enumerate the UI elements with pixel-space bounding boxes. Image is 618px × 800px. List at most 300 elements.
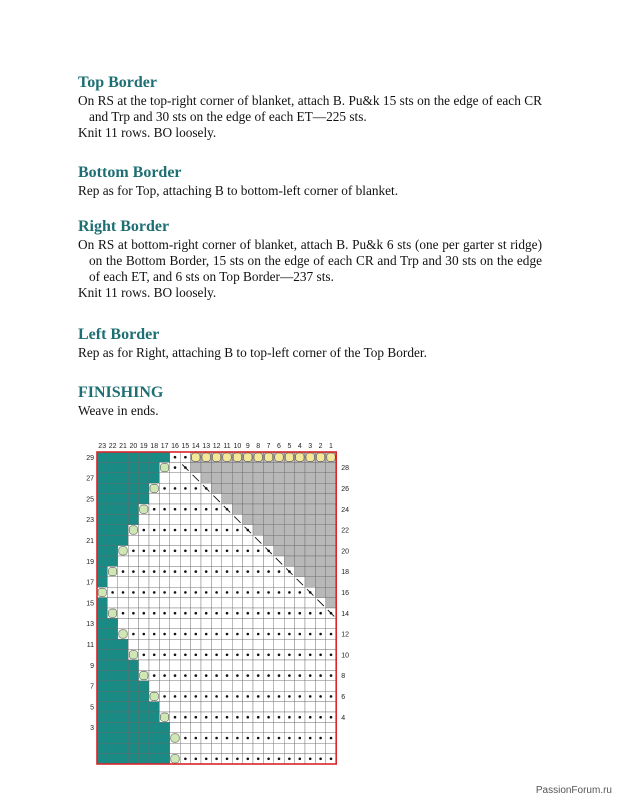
section-heading: FINISHING xyxy=(78,384,164,401)
chart-cell xyxy=(295,483,305,493)
purl-dot xyxy=(299,591,302,594)
purl-dot xyxy=(143,570,146,573)
chart-cell xyxy=(284,535,294,545)
chart-cell xyxy=(97,712,107,722)
purl-dot xyxy=(195,674,198,677)
purl-dot xyxy=(215,737,218,740)
purl-dot xyxy=(278,570,281,573)
chart-cell xyxy=(274,504,284,514)
purl-dot xyxy=(236,612,239,615)
purl-dot xyxy=(226,591,229,594)
chart-cell xyxy=(222,618,232,628)
column-number: 12 xyxy=(212,443,221,450)
chart-cell xyxy=(315,577,325,587)
chart-cell xyxy=(107,577,117,587)
chart-cell xyxy=(305,546,315,556)
wrap-symbol xyxy=(244,453,252,461)
chart-cell xyxy=(222,556,232,566)
chart-cell xyxy=(128,702,138,712)
chart-cell xyxy=(326,514,336,524)
chart-cell xyxy=(232,535,242,545)
chart-cell xyxy=(159,722,169,732)
chart-cell xyxy=(284,660,294,670)
column-number: 5 xyxy=(287,443,292,450)
purl-dot xyxy=(122,612,125,615)
chart-cell xyxy=(118,514,128,524)
wrap-symbol xyxy=(140,671,148,679)
chart-cell xyxy=(284,483,294,493)
chart-cell xyxy=(295,566,305,576)
chart-cell xyxy=(222,722,232,732)
purl-dot xyxy=(257,654,260,657)
chart-cell xyxy=(295,702,305,712)
chart-cell xyxy=(170,639,180,649)
purl-dot xyxy=(163,529,166,532)
purl-dot xyxy=(247,591,250,594)
chart-cell xyxy=(128,452,138,462)
chart-cell xyxy=(97,733,107,743)
chart-cell xyxy=(295,514,305,524)
chart-cell xyxy=(211,722,221,732)
chart-cell xyxy=(107,494,117,504)
chart-cell xyxy=(263,577,273,587)
purl-dot xyxy=(278,758,281,761)
chart-cell xyxy=(295,494,305,504)
chart-cell xyxy=(170,556,180,566)
chart-cell xyxy=(274,535,284,545)
chart-cell xyxy=(295,660,305,670)
column-number: 15 xyxy=(181,443,190,450)
purl-dot xyxy=(132,591,135,594)
chart-cell xyxy=(97,473,107,483)
chart-cell xyxy=(284,494,294,504)
chart-cell xyxy=(263,722,273,732)
chart-cell xyxy=(263,598,273,608)
purl-dot xyxy=(247,758,250,761)
chart-cell xyxy=(170,660,180,670)
column-number: 14 xyxy=(191,443,200,450)
chart-cell xyxy=(128,660,138,670)
purl-dot xyxy=(319,737,322,740)
chart-cell xyxy=(118,691,128,701)
chart-cell xyxy=(211,535,221,545)
purl-dot xyxy=(163,550,166,553)
chart-cell xyxy=(232,577,242,587)
purl-dot xyxy=(215,695,218,698)
chart-cell xyxy=(107,452,117,462)
chart-cell xyxy=(232,681,242,691)
purl-dot xyxy=(288,737,291,740)
purl-dot xyxy=(299,737,302,740)
chart-cell xyxy=(305,598,315,608)
chart-cell xyxy=(211,577,221,587)
purl-dot xyxy=(278,633,281,636)
chart-cell xyxy=(274,702,284,712)
chart-cell xyxy=(243,504,253,514)
purl-dot xyxy=(299,674,302,677)
chart-cell xyxy=(295,639,305,649)
purl-dot xyxy=(195,654,198,657)
chart-cell xyxy=(284,504,294,514)
chart-cell xyxy=(253,514,263,524)
chart-cell xyxy=(243,577,253,587)
chart-cell xyxy=(211,743,221,753)
purl-dot xyxy=(299,612,302,615)
chart-cell xyxy=(253,504,263,514)
column-number: 22 xyxy=(108,443,117,450)
purl-dot xyxy=(278,591,281,594)
section-paragraph: Rep as for Right, attaching B to top-left corner of the Top Border. xyxy=(78,345,427,360)
purl-dot xyxy=(205,695,208,698)
chart-cell xyxy=(315,702,325,712)
chart-cell xyxy=(274,525,284,535)
purl-dot xyxy=(184,674,187,677)
column-number: 19 xyxy=(139,443,148,450)
chart-cell xyxy=(97,754,107,764)
chart-cell xyxy=(315,566,325,576)
chart-cell xyxy=(201,702,211,712)
purl-dot xyxy=(184,456,187,459)
chart-cell xyxy=(180,660,190,670)
row-number-even: 20 xyxy=(341,548,349,556)
chart-cell xyxy=(170,618,180,628)
knitting-chart-svg xyxy=(85,438,353,758)
purl-dot xyxy=(163,508,166,511)
chart-cell xyxy=(326,462,336,472)
purl-dot xyxy=(195,758,198,761)
chart-cell xyxy=(191,618,201,628)
chart-cell xyxy=(232,483,242,493)
purl-dot xyxy=(174,456,177,459)
chart-cell xyxy=(253,462,263,472)
chart-cell xyxy=(305,494,315,504)
chart-cell xyxy=(128,514,138,524)
column-number: 23 xyxy=(98,443,107,450)
chart-cell xyxy=(107,546,117,556)
purl-dot xyxy=(195,550,198,553)
purl-dot xyxy=(153,529,156,532)
chart-cell xyxy=(149,618,159,628)
purl-dot xyxy=(236,716,239,719)
purl-dot xyxy=(153,674,156,677)
chart-cell xyxy=(118,743,128,753)
chart-cell xyxy=(159,639,169,649)
chart-cell xyxy=(128,483,138,493)
purl-dot xyxy=(236,550,239,553)
chart-cell xyxy=(305,660,315,670)
column-number: 7 xyxy=(266,443,271,450)
chart-cell xyxy=(118,504,128,514)
chart-cell xyxy=(159,754,169,764)
chart-cell xyxy=(211,462,221,472)
chart-cell xyxy=(118,473,128,483)
column-number: 16 xyxy=(171,443,179,450)
chart-cell xyxy=(149,722,159,732)
chart-cell xyxy=(97,618,107,628)
chart-cell xyxy=(107,535,117,545)
chart-cell xyxy=(201,462,211,472)
chart-cell xyxy=(211,556,221,566)
chart-cell xyxy=(139,556,149,566)
chart-cell xyxy=(263,618,273,628)
chart-cell xyxy=(170,577,180,587)
chart-cell xyxy=(139,702,149,712)
purl-dot xyxy=(184,612,187,615)
wrap-symbol xyxy=(129,651,137,659)
purl-dot xyxy=(319,654,322,657)
purl-dot xyxy=(330,695,333,698)
chart-cell xyxy=(274,681,284,691)
wrap-symbol xyxy=(160,463,168,471)
purl-dot xyxy=(205,550,208,553)
purl-dot xyxy=(236,654,239,657)
purl-dot xyxy=(184,529,187,532)
chart-cell xyxy=(274,473,284,483)
chart-cell xyxy=(118,733,128,743)
chart-cell xyxy=(118,670,128,680)
section-top-border xyxy=(78,74,542,141)
row-number-odd: 19 xyxy=(86,558,94,566)
chart-cell xyxy=(263,660,273,670)
chart-cell xyxy=(253,722,263,732)
purl-dot xyxy=(215,674,218,677)
chart-cell xyxy=(180,598,190,608)
chart-cell xyxy=(284,462,294,472)
purl-dot xyxy=(184,633,187,636)
chart-cell xyxy=(180,514,190,524)
chart-cell xyxy=(97,702,107,712)
chart-cell xyxy=(263,504,273,514)
purl-dot xyxy=(278,612,281,615)
purl-dot xyxy=(184,550,187,553)
chart-cell xyxy=(243,722,253,732)
chart-cell xyxy=(263,743,273,753)
row-number-even: 18 xyxy=(341,569,349,577)
chart-cell xyxy=(107,639,117,649)
chart-cell xyxy=(232,494,242,504)
chart-cell xyxy=(139,473,149,483)
chart-cell xyxy=(315,494,325,504)
purl-dot xyxy=(215,612,218,615)
chart-cell xyxy=(118,660,128,670)
chart-cell xyxy=(284,525,294,535)
purl-dot xyxy=(153,591,156,594)
chart-cell xyxy=(274,639,284,649)
chart-cell xyxy=(263,702,273,712)
purl-dot xyxy=(299,716,302,719)
chart-cell xyxy=(274,514,284,524)
chart-cell xyxy=(232,743,242,753)
chart-cell xyxy=(315,639,325,649)
chart-cell xyxy=(118,535,128,545)
purl-dot xyxy=(195,695,198,698)
purl-dot xyxy=(247,654,250,657)
row-number-odd: 25 xyxy=(86,496,94,504)
chart-cell xyxy=(118,525,128,535)
chart-cell xyxy=(201,556,211,566)
purl-dot xyxy=(205,612,208,615)
chart-cell xyxy=(326,504,336,514)
column-number: 18 xyxy=(150,443,159,450)
chart-cell xyxy=(222,462,232,472)
chart-cell xyxy=(118,702,128,712)
chart-cell xyxy=(180,535,190,545)
chart-cell xyxy=(139,733,149,743)
chart-cell xyxy=(118,712,128,722)
purl-dot xyxy=(267,633,270,636)
chart-cell xyxy=(191,556,201,566)
purl-dot xyxy=(247,633,250,636)
chart-cell xyxy=(107,702,117,712)
purl-dot xyxy=(143,591,146,594)
chart-cell xyxy=(139,462,149,472)
chart-cell xyxy=(180,556,190,566)
chart-cell xyxy=(295,681,305,691)
chart-cell xyxy=(149,473,159,483)
chart-cell xyxy=(305,473,315,483)
chart-cell xyxy=(159,743,169,753)
row-number-odd: 7 xyxy=(90,683,94,691)
purl-dot xyxy=(267,674,270,677)
purl-dot xyxy=(215,508,218,511)
chart-cell xyxy=(170,702,180,712)
column-number: 10 xyxy=(233,443,242,450)
section-paragraph: Rep as for Top, attaching B to bottom-left corner of blanket. xyxy=(78,183,399,198)
purl-dot xyxy=(267,570,270,573)
chart-cell xyxy=(284,473,294,483)
chart-cell xyxy=(159,702,169,712)
chart-cell xyxy=(295,504,305,514)
purl-dot xyxy=(174,612,177,615)
purl-dot xyxy=(236,633,239,636)
chart-cell xyxy=(159,618,169,628)
row-number-odd: 27 xyxy=(86,475,94,483)
purl-dot xyxy=(278,674,281,677)
purl-dot xyxy=(278,716,281,719)
chart-cell xyxy=(107,681,117,691)
purl-dot xyxy=(195,487,198,490)
column-number: 4 xyxy=(297,443,302,450)
chart-cell xyxy=(222,681,232,691)
purl-dot xyxy=(195,508,198,511)
chart-cell xyxy=(211,483,221,493)
chart-cell xyxy=(139,598,149,608)
chart-cell xyxy=(284,681,294,691)
section-heading: Right Border xyxy=(78,218,170,235)
purl-dot xyxy=(257,570,260,573)
purl-dot xyxy=(257,633,260,636)
chart-cell xyxy=(284,577,294,587)
chart-cell xyxy=(305,618,315,628)
chart-cell xyxy=(118,494,128,504)
chart-cell xyxy=(201,598,211,608)
chart-cell xyxy=(128,691,138,701)
column-number: 11 xyxy=(223,443,231,450)
wrap-symbol xyxy=(108,609,116,617)
purl-dot xyxy=(132,612,135,615)
chart-cell xyxy=(211,514,221,524)
purl-dot xyxy=(226,674,229,677)
chart-cell xyxy=(170,743,180,753)
chart-cell xyxy=(211,598,221,608)
chart-cell xyxy=(128,733,138,743)
purl-dot xyxy=(153,570,156,573)
purl-dot xyxy=(153,612,156,615)
purl-dot xyxy=(195,591,198,594)
chart-cell xyxy=(139,691,149,701)
chart-cell xyxy=(128,754,138,764)
chart-cell xyxy=(211,681,221,691)
purl-dot xyxy=(174,508,177,511)
chart-cell xyxy=(232,618,242,628)
chart-cell xyxy=(305,577,315,587)
chart-cell xyxy=(315,743,325,753)
chart-cell xyxy=(263,494,273,504)
purl-dot xyxy=(184,591,187,594)
purl-dot xyxy=(288,674,291,677)
chart-cell xyxy=(222,702,232,712)
row-number-even: 26 xyxy=(341,486,349,493)
wrap-symbol xyxy=(212,453,220,461)
chart-cell xyxy=(118,598,128,608)
chart-cell xyxy=(295,525,305,535)
chart-cell xyxy=(97,556,107,566)
purl-dot xyxy=(143,612,146,615)
chart-cell xyxy=(128,494,138,504)
chart-cell xyxy=(201,514,211,524)
chart-cell xyxy=(243,514,253,524)
purl-dot xyxy=(111,591,114,594)
purl-dot xyxy=(226,612,229,615)
chart-cell xyxy=(139,483,149,493)
chart-cell xyxy=(243,535,253,545)
chart-cell xyxy=(97,525,107,535)
purl-dot xyxy=(215,716,218,719)
chart-cell xyxy=(118,452,128,462)
section-paragraph: Knit 11 rows. BO loosely. xyxy=(78,285,217,300)
chart-cell xyxy=(201,681,211,691)
chart-cell xyxy=(326,660,336,670)
chart-cell xyxy=(326,618,336,628)
chart-cell xyxy=(284,514,294,524)
purl-dot xyxy=(226,570,229,573)
chart-cell xyxy=(191,639,201,649)
chart-cell xyxy=(222,743,232,753)
purl-dot xyxy=(205,674,208,677)
chart-cell xyxy=(139,660,149,670)
chart-cell xyxy=(222,494,232,504)
chart-cell xyxy=(107,743,117,753)
purl-dot xyxy=(205,758,208,761)
chart-cell xyxy=(128,598,138,608)
chart-cell xyxy=(243,494,253,504)
chart-cell xyxy=(170,473,180,483)
chart-cell xyxy=(284,743,294,753)
purl-dot xyxy=(174,529,177,532)
wrap-symbol xyxy=(171,734,179,742)
chart-cell xyxy=(263,639,273,649)
row-number-odd: 11 xyxy=(86,642,94,649)
chart-cell xyxy=(253,494,263,504)
chart-cell xyxy=(97,722,107,732)
chart-cell xyxy=(97,681,107,691)
chart-cell xyxy=(326,743,336,753)
section-finishing xyxy=(78,384,542,419)
chart-cell xyxy=(232,462,242,472)
chart-cell xyxy=(284,639,294,649)
chart-cell xyxy=(222,483,232,493)
chart-cell xyxy=(139,681,149,691)
